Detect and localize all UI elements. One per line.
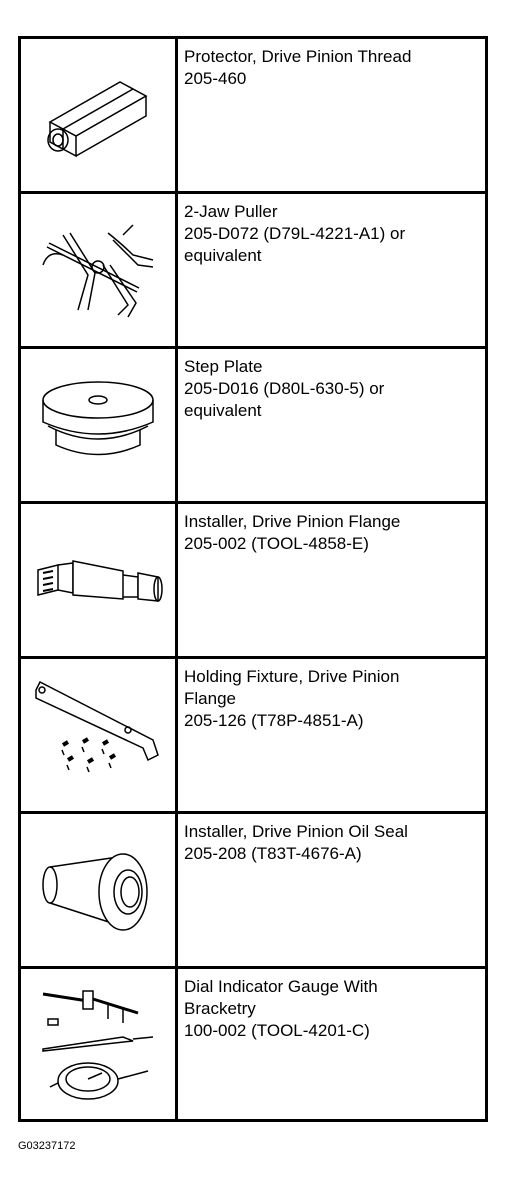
tool-description	[178, 194, 411, 346]
holding-fixture-icon	[28, 670, 168, 800]
tool-description	[178, 349, 390, 501]
tool-image-cell	[21, 659, 178, 811]
tool-row	[21, 39, 485, 194]
tool-number: 205-126 (T78P-4851-A)	[184, 711, 364, 730]
special-tools-table	[18, 36, 488, 1122]
tool-number: 205-002 (TOOL-4858-E)	[184, 534, 369, 553]
tool-number: 205-D016 (D80L-630-5) or equivalent	[184, 379, 385, 420]
tool-name: Holding Fixture, Drive Pinion Flange	[184, 667, 400, 708]
tool-row	[21, 194, 485, 349]
dial-indicator-gauge-icon	[28, 979, 168, 1109]
tool-row	[21, 349, 485, 504]
tool-description	[178, 969, 384, 1119]
tool-description	[178, 39, 417, 191]
tool-image-cell	[21, 349, 178, 501]
step-plate-icon	[28, 360, 168, 490]
tool-number: 100-002 (TOOL-4201-C)	[184, 1021, 370, 1040]
tool-number: 205-460	[184, 69, 247, 88]
hex-thread-protector-icon	[28, 50, 168, 180]
tool-row	[21, 659, 485, 814]
flange-installer-icon	[28, 515, 168, 645]
tool-image-cell	[21, 504, 178, 656]
tool-description	[178, 504, 406, 656]
tool-row	[21, 969, 485, 1119]
tool-name: Installer, Drive Pinion Flange	[184, 512, 401, 531]
tool-image-cell	[21, 39, 178, 191]
tool-name: Protector, Drive Pinion Thread	[184, 47, 412, 66]
tool-row	[21, 504, 485, 659]
tool-name: 2-Jaw Puller	[184, 202, 278, 221]
tool-image-cell	[21, 969, 178, 1119]
figure-id: G03237172	[18, 1140, 76, 1152]
tool-image-cell	[21, 814, 178, 966]
two-jaw-puller-icon	[28, 205, 168, 335]
oil-seal-installer-icon	[28, 825, 168, 955]
tool-name: Installer, Drive Pinion Oil Seal	[184, 822, 408, 841]
tool-row	[21, 814, 485, 969]
tool-number: 205-D072 (D79L-4221-A1) or equivalent	[184, 224, 406, 265]
tool-description	[178, 814, 414, 966]
tool-image-cell	[21, 194, 178, 346]
tool-number: 205-208 (T83T-4676-A)	[184, 844, 362, 863]
tool-name: Step Plate	[184, 357, 263, 376]
tool-description	[178, 659, 405, 811]
tool-name: Dial Indicator Gauge With Bracketry	[184, 977, 378, 1018]
